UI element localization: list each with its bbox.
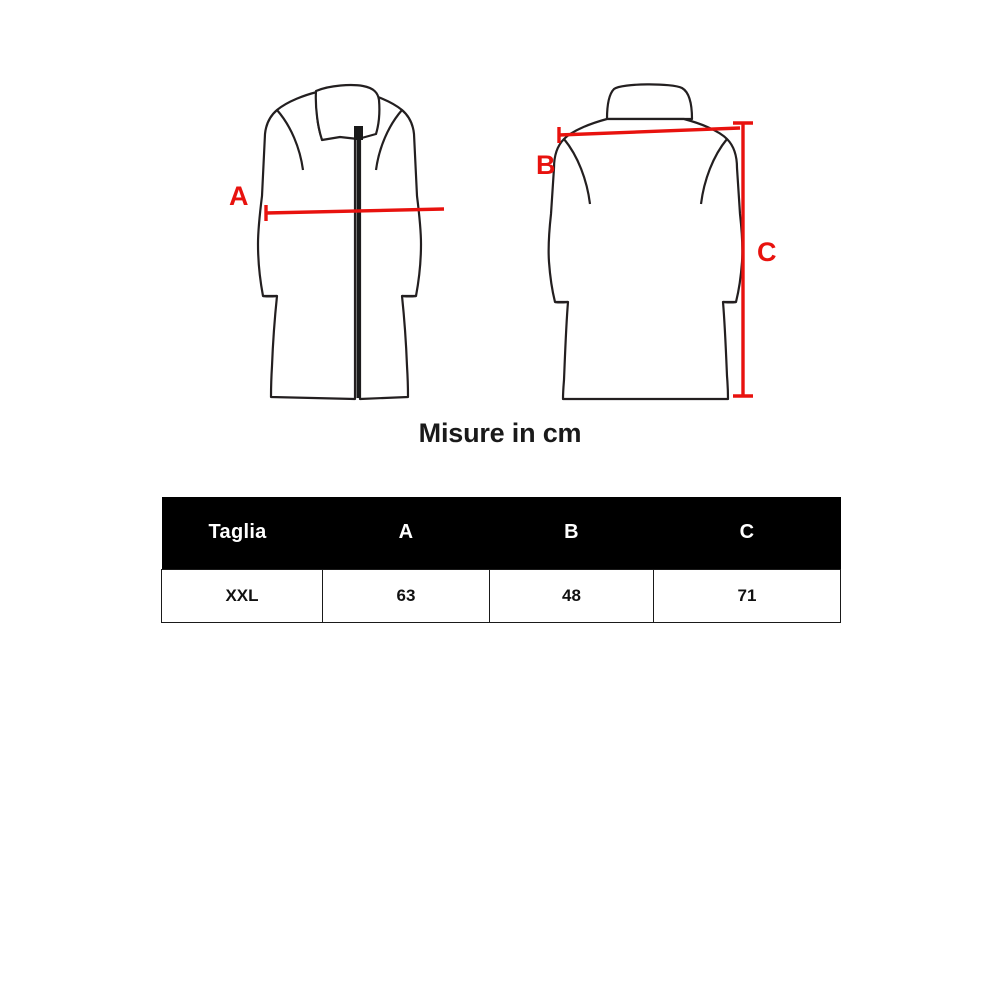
- vest-front-view: [258, 85, 421, 399]
- zipper-pull-icon: [354, 126, 363, 140]
- column-header-size: Taglia: [162, 497, 323, 569]
- garment-measurement-diagram: [0, 0, 1000, 470]
- measure-label-a: A: [229, 181, 249, 211]
- cell-c: 71: [654, 569, 841, 622]
- units-caption: Misure in cm: [418, 418, 582, 448]
- table-header-row: [162, 497, 841, 569]
- cell-a: 63: [323, 569, 490, 622]
- measure-label-c: C: [757, 237, 777, 267]
- diagram-svg: [0, 0, 1000, 470]
- table-row: [162, 569, 841, 622]
- measure-label-b: B: [536, 150, 556, 180]
- column-header-c: C: [654, 497, 841, 569]
- column-header-a: A: [323, 497, 490, 569]
- column-header-b: B: [490, 497, 654, 569]
- cell-b: 48: [490, 569, 654, 622]
- size-table: [161, 497, 841, 623]
- cell-size: XXL: [162, 569, 323, 622]
